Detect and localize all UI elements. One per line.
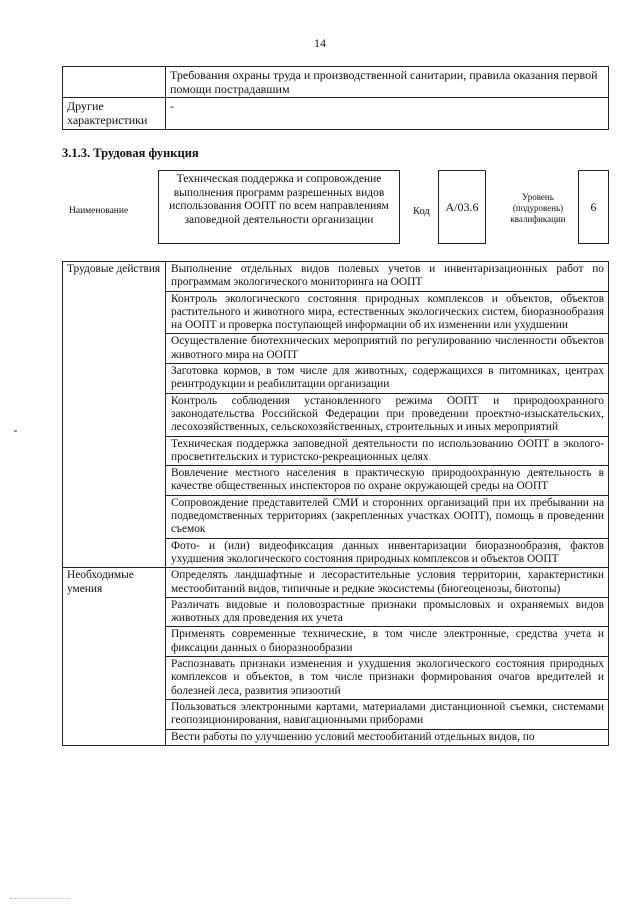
page-number: 14 bbox=[314, 36, 326, 50]
table-row bbox=[63, 98, 609, 130]
table-cell-label bbox=[63, 67, 166, 98]
table-cell-label: Другие характеристики bbox=[63, 98, 166, 130]
labor-action-item: Вовлечение местного населения в практическую природоохранную деятельность в качестве общественных инспекторов по охране окружающей среды на ООПТ bbox=[166, 466, 609, 496]
skill-item: Определять ландшафтные и лесорастительные условия территории, характеристики местообитаний видов, типичные и редкие экосистемы (биогеоценозы, биотопы) bbox=[166, 568, 609, 598]
labor-actions-label: Трудовые действия bbox=[63, 262, 166, 568]
labor-action-item: Выполнение отдельных видов полевых учетов и инвентаризационных работ по программам экологического мониторинга на ООПТ bbox=[166, 262, 609, 292]
top-table bbox=[62, 66, 609, 130]
function-name: Техническая поддержка и сопровождение выполнения программ разрешенных видов использования ООПТ по всем направлениям заповедной деятельности организации bbox=[158, 170, 400, 244]
table-cell-content: Требования охраны труда и производственной санитарии, правила оказания первой помощи пострадавшим bbox=[166, 67, 609, 98]
code-label: Код bbox=[413, 206, 430, 217]
skill-item: Вести работы по улучшению условий местообитаний отдельных видов, по bbox=[166, 729, 609, 745]
labor-action-item: Осуществление биотехнических мероприятий по регулированию численности объектов животного мира на ООПТ bbox=[166, 334, 609, 364]
skill-item: Различать видовые и половозрастные признаки промысловых и охраняемых видов животных для проведения их учета bbox=[166, 597, 609, 627]
function-code: A/03.6 bbox=[438, 170, 486, 244]
labor-action-item: Заготовка кормов, в том числе для животных, содержащихся в питомниках, центрах реинтродукции и реабилитации организации bbox=[166, 364, 609, 394]
scan-mark bbox=[10, 898, 70, 902]
scan-mark bbox=[14, 430, 17, 432]
labor-action-item: Сопровождение представителей СМИ и сторонних организаций при их пребывании на подведомственных территориях (закрепленных участках ООПТ), помощь в проведении съемок bbox=[166, 495, 609, 538]
skills-label: Необходимые умения bbox=[63, 568, 166, 746]
main-table bbox=[62, 261, 609, 746]
table-cell-content: - bbox=[166, 98, 609, 130]
qualification-level-label: Уровень (подуровень) квалификации bbox=[510, 192, 566, 224]
qualification-level: 6 bbox=[578, 170, 609, 244]
skill-item: Применять современные технические, в том числе электронные, средства учета и фиксации данных о биоразнообразии bbox=[166, 627, 609, 657]
skill-item: Пользоваться электронными картами, материалами дистанционной съемки, системами геопозиционирования, навигационными приборами bbox=[166, 699, 609, 729]
skill-item: Распознавать признаки изменения и ухудшения экологического состояния природных комплексов и объектов, в том числе признаки формирования очагов вредителей и болезней леса, развития эпизоотий bbox=[166, 657, 609, 700]
section-heading: 3.1.3. Трудовая функция bbox=[62, 146, 199, 160]
table-row bbox=[63, 67, 609, 98]
labor-action-item: Фото- и (или) видеофиксация данных инвентаризации биоразнообразия, фактов ухудшения экологического состояния природных комплексов и объектов ООПТ bbox=[166, 538, 609, 568]
labor-action-item: Техническая поддержка заповедной деятельности по использованию ООПТ в эколого-просветительских и туристско-рекреационных целях bbox=[166, 436, 609, 466]
table-row bbox=[63, 262, 609, 292]
table-row bbox=[63, 568, 609, 598]
labor-action-item: Контроль экологического состояния природных комплексов и объектов, объектов растительного и животного мира, естественных экологических систем, биоразнообразия на ООПТ и проверка поступающей информации об их изменении или ухудшении bbox=[166, 291, 609, 334]
labor-action-item: Контроль соблюдения установленного режима ООПТ и природоохранного законодательства Российской Федерации при проведении проектно-изыскательских, лесохозяйственных, сельскохозяйственных, строительных и иных мероприятий bbox=[166, 393, 609, 436]
function-header bbox=[62, 170, 609, 252]
name-label: Наименование bbox=[69, 206, 129, 216]
